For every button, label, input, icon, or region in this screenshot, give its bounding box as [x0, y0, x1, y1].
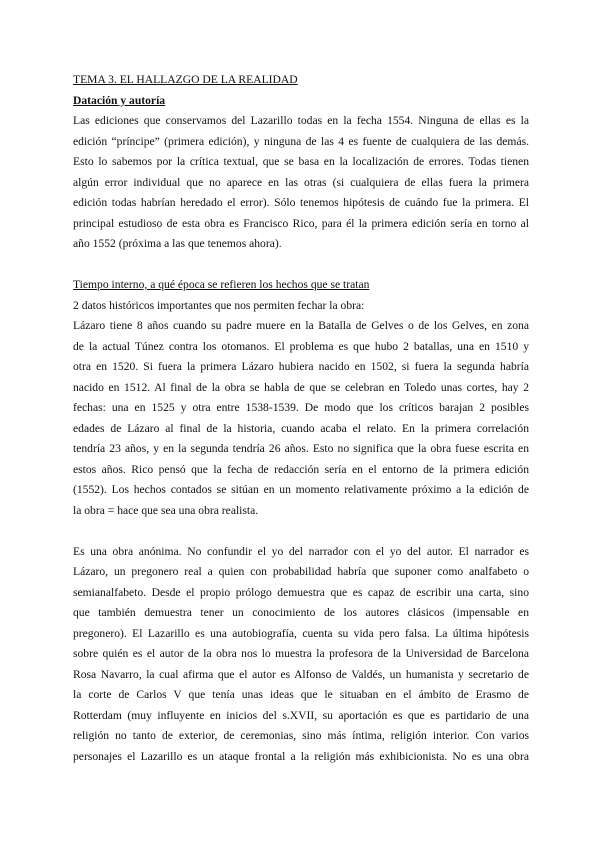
paragraph-line: Las ediciones que conservamos del Lazarillo todas en la fecha 1554. Ninguna de ellas es la [73, 114, 529, 127]
paragraph-line: sobre quién es el autor de la obra nos lo muestra la profesora de la Universidad de Barcelona [73, 647, 529, 660]
section-heading-dating: Datación y autoría [73, 93, 166, 107]
paragraph-line: Esto lo sabemos por la crítica textual, que se basa en la localización de errores. Todas tienen [73, 155, 529, 168]
paragraph-line: Rotterdam (muy influyente en inicios del s.XVII, su aportación es que es partidario de una [73, 708, 529, 722]
paragraph-line: estos años. Rico pensó que la fecha de redacción sería en el entorno de la primera edición [73, 462, 529, 476]
paragraph-line: fechas: una en 1525 y otra entre 1538-1539. De modo que los críticos barajan 2 posibles [73, 401, 529, 414]
section-heading-internal-time: Tiempo interno, a qué época se refieren los hechos que se tratan [73, 278, 370, 291]
paragraph-line: que también demuestra tener un conocimiento de los autores clásicos (impensable en [73, 606, 529, 619]
paragraph-internal-time [73, 296, 529, 522]
paragraph-line: principal estudioso de esta obra es Francisco Rico, para él la primera edición sería en torno al [73, 216, 529, 230]
paragraph-line: de la actual Túnez contra los otomanos. El problema es que hubo 2 batallas, una en 1510 y [73, 339, 529, 353]
paragraph-line: Lázaro, un pregonero real a quien con probabilidad habría que suponer como analfabeto o [73, 565, 529, 578]
paragraph-line: Lázaro tiene 8 años cuando su padre muere en la Batalla de Gelves o de los Gelves, en zona [73, 319, 529, 332]
paragraph-line: Rosa Navarro, la cual afirma que el autor es Alfonso de Valdés, un humanista y secretario de [73, 667, 529, 681]
paragraph-line: religión no tanto de exterior, de ceremonias, sino más íntima, religión interior. Con varios [73, 729, 529, 742]
paragraph-line: tendría 23 años, y en la segunda tendría 26 años. Esto no significa que la obra fuese escrita en [73, 442, 529, 455]
document-title: TEMA 3. EL HALLAZGO DE LA REALIDAD [73, 73, 298, 86]
paragraph-line: edición “príncipe” (primera edición), y ninguna de las 4 es fuente de cualquiera de las demás. [73, 134, 529, 148]
paragraph-line: pregonero). El Lazarillo es una autobiografía, cuenta su vida pero falsa. La última hipótesis [73, 626, 529, 640]
paragraph-spacer [73, 521, 529, 542]
paragraph-line: año 1552 (próxima a las que tenemos ahora). [73, 237, 282, 250]
paragraph-line: Es una obra anónima. No confundir el yo del narrador con el yo del autor. El narrador es [73, 544, 529, 558]
paragraph-line: la obra = hace que sea una obra realista. [73, 503, 259, 517]
paragraph-line: semianalfabeto. Desde el propio prólogo demuestra que es capaz de escribir una carta, sino [73, 585, 529, 599]
paragraph-line: nacido en 1512. Al final de la obra se habla de que se celebran en Toledo unas cortes, hay 2 [73, 380, 529, 394]
paragraph-line: la corte de Carlos V que tenía unas ideas que le situaban en el ámbito de Erasmo de [73, 688, 529, 701]
paragraph-dating [73, 111, 529, 255]
paragraph-line: personajes el Lazarillo es un ataque frontal a la religión más exhibicionista. No es una obra [73, 749, 529, 763]
paragraph-line: edición todas habrían heredado el error). Sólo tenemos hipótesis de cuándo fue la primera. El [73, 196, 529, 209]
paragraph-line: edades de Lázaro al final de la historia, cuando acaba el relato. En la primera correlación [73, 421, 529, 435]
paragraph-line: otra en 1520. Si fuera la primera Lázaro hubiera nacido en 1502, si fuera la segunda habría [73, 360, 529, 373]
paragraph-line: algún error individual que no aparece en las otras (si cualquiera de ellas fuera la primera [73, 175, 529, 189]
paragraph-line: 2 datos históricos importantes que nos permiten fechar la obra: [73, 298, 365, 312]
document-body [73, 70, 529, 767]
paragraph-spacer [73, 255, 529, 276]
paragraph-authorship [73, 542, 529, 768]
paragraph-line: (1552). Los hechos contados se sitúan en un momento relativamente próximo a la edición de [73, 483, 529, 496]
